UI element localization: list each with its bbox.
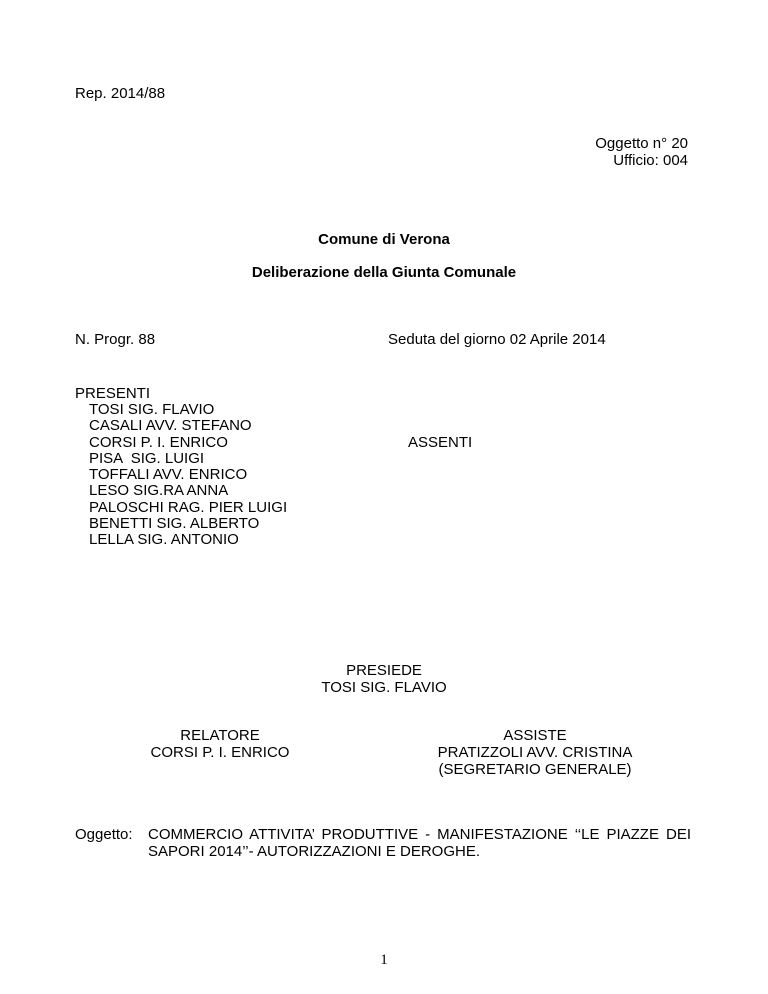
presenti-member: PALOSCHI RAG. PIER LUIGI <box>89 498 288 516</box>
presiede-name: TOSI SIG. FLAVIO <box>321 679 447 696</box>
assiste-heading: ASSISTE <box>503 727 567 744</box>
rep-number: Rep. 2014/88 <box>75 85 166 102</box>
deliberazione-title: Deliberazione della Giunta Comunale <box>251 264 517 281</box>
presenti-member: CORSI P. I. ENRICO <box>89 433 228 451</box>
assiste-role: (SEGRETARIO GENERALE) <box>438 761 632 778</box>
assiste-name: PRATIZZOLI AVV. CRISTINA <box>437 744 633 761</box>
assenti-heading: ASSENTI <box>408 434 473 451</box>
presenti-member: LELLA SIG. ANTONIO <box>89 531 239 549</box>
session-date: Seduta del giorno 02 Aprile 2014 <box>388 331 606 348</box>
oggetto-text: COMMERCIO ATTIVITA’ PRODUTTIVE - MANIFESTAZIONE ‘‘LE PIAZZE DEI SAPORI 2014’’- AUTORIZZAZIONI E DEROGHE. <box>148 826 691 860</box>
presenti-member: CASALI AVV. STEFANO <box>89 417 252 435</box>
presenti-member: TOFFALI AVV. ENRICO <box>89 466 248 484</box>
progressive-number: N. Progr. 88 <box>75 331 156 348</box>
comune-title: Comune di Verona <box>318 231 450 248</box>
relatore-heading: RELATORE <box>180 727 260 744</box>
presenti-member: TOSI SIG. FLAVIO <box>89 401 215 418</box>
presiede-heading: PRESIEDE <box>346 662 422 679</box>
oggetto-number: Oggetto n° 20 <box>595 135 688 152</box>
page-number: 1 <box>380 952 388 968</box>
ufficio-code: Ufficio: 004 <box>613 152 688 169</box>
oggetto-label: Oggetto: <box>75 826 133 843</box>
presenti-member: LESO SIG.RA ANNA <box>89 482 229 500</box>
presenti-member: BENETTI SIG. ALBERTO <box>89 515 260 533</box>
relatore-name: CORSI P. I. ENRICO <box>150 744 290 761</box>
presenti-member: PISA SIG. LUIGI <box>89 449 205 467</box>
presenti-list <box>89 402 287 549</box>
presenti-heading: PRESENTI <box>75 385 151 402</box>
